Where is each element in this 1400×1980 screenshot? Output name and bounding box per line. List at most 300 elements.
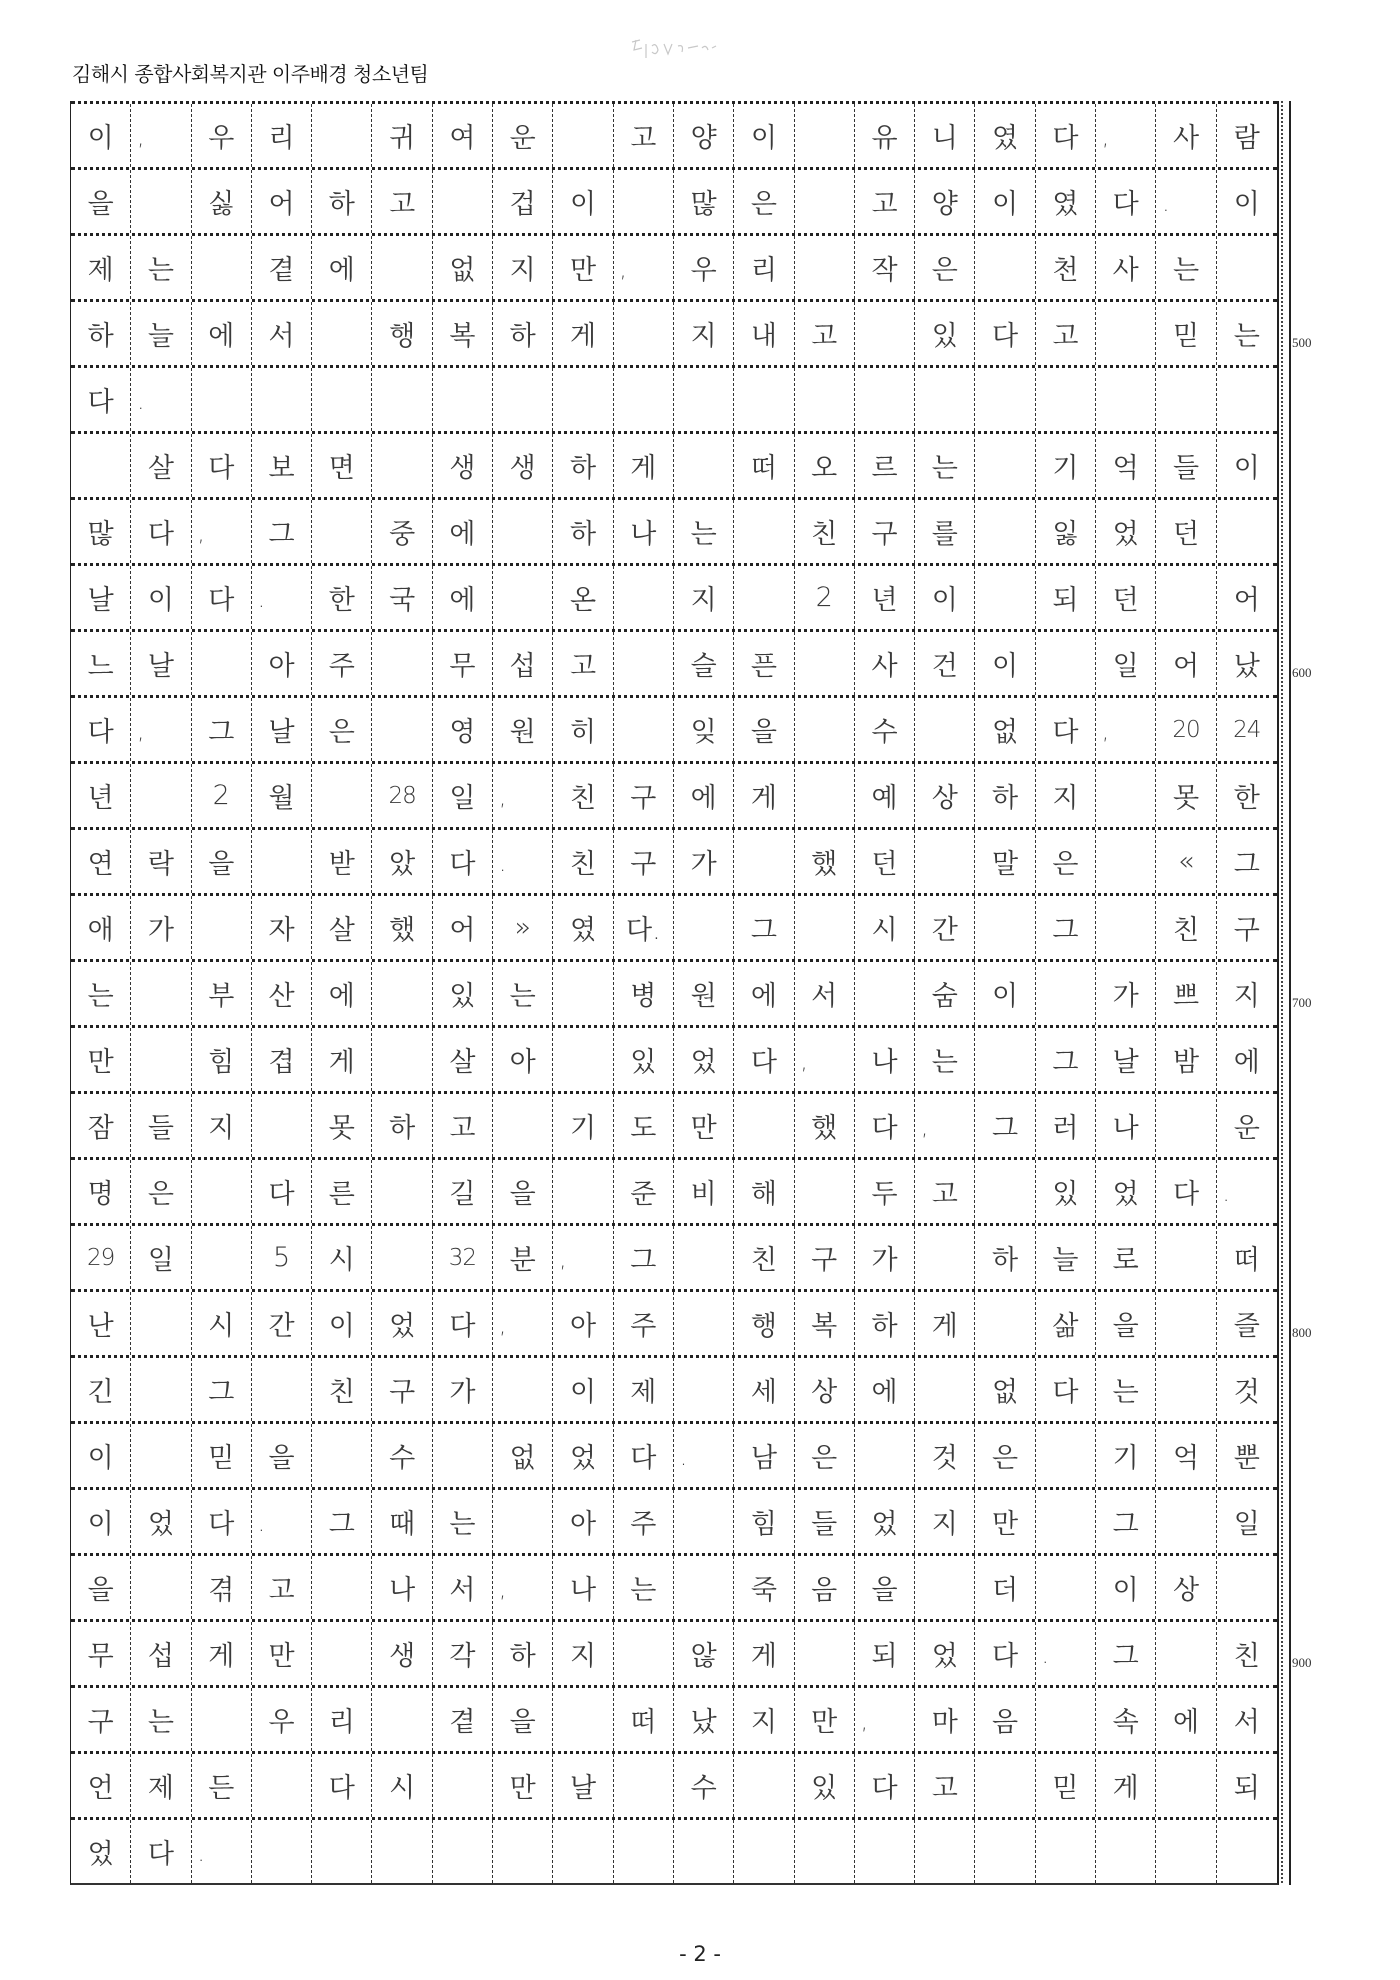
manuscript-cell — [312, 368, 372, 431]
manuscript-cell: 그 — [1096, 1490, 1156, 1553]
manuscript-cell: 게 — [553, 302, 613, 365]
manuscript-cell: 그 — [734, 896, 794, 959]
manuscript-cell — [795, 1820, 855, 1883]
manuscript-cell — [252, 1754, 312, 1817]
manuscript-cell: 해 — [734, 1160, 794, 1223]
document-header: 김해시 종합사회복지관 이주배경 청소년팀 — [72, 62, 429, 86]
manuscript-cell: 겁 — [493, 170, 553, 233]
manuscript-cell: 이 — [1096, 1556, 1156, 1619]
manuscript-cell: 2 — [795, 566, 855, 629]
manuscript-cell: 에 — [855, 1358, 915, 1421]
manuscript-cell — [795, 236, 855, 299]
manuscript-cell: 났 — [1233, 651, 1260, 682]
manuscript-cell: . — [252, 1490, 312, 1553]
manuscript-cell: 그 — [192, 1358, 252, 1421]
manuscript-cell — [614, 632, 674, 695]
manuscript-cell: 생 — [433, 434, 493, 497]
manuscript-cell: 믿 — [1036, 1754, 1096, 1817]
manuscript-cell — [1217, 1820, 1277, 1883]
manuscript-cell — [915, 830, 975, 893]
manuscript-cell — [493, 1358, 553, 1421]
manuscript-cell: 여 — [433, 104, 493, 167]
manuscript-cell: 구 — [71, 1688, 131, 1751]
manuscript-cell: 다 — [734, 1028, 794, 1091]
manuscript-cell: 어 — [1156, 632, 1216, 695]
manuscript-cell — [372, 1688, 432, 1751]
manuscript-cell: 구 — [855, 500, 915, 563]
manuscript-cell: 지 — [192, 1094, 252, 1157]
manuscript-cell: 는 — [131, 1688, 191, 1751]
pencil-scribble — [628, 36, 718, 66]
manuscript-cell: 믿 — [192, 1424, 252, 1487]
manuscript-cell: 이 — [71, 1424, 131, 1487]
manuscript-cell: 하 — [975, 1226, 1035, 1289]
manuscript-cell: 지 — [1233, 981, 1260, 1012]
manuscript-cell — [795, 104, 855, 167]
character-count-marker: 500 — [1292, 335, 1312, 350]
manuscript-cell — [1217, 500, 1277, 563]
manuscript-cell: 를 — [915, 500, 975, 563]
character-count-marker: 700 — [1292, 995, 1312, 1010]
manuscript-cell: 병 — [614, 962, 674, 1025]
manuscript-cell — [795, 896, 855, 959]
manuscript-cell: 다 — [1036, 698, 1096, 761]
manuscript-cell: 그 — [192, 698, 252, 761]
manuscript-cell: 있 — [433, 962, 493, 1025]
manuscript-cell: 은 — [1036, 830, 1096, 893]
manuscript-cell: 는 — [1096, 1358, 1156, 1421]
manuscript-cell: 섭 — [131, 1622, 191, 1685]
manuscript-cell — [975, 1292, 1035, 1355]
manuscript-cell: 속 — [1096, 1688, 1156, 1751]
manuscript-cell: 지 — [674, 302, 734, 365]
character-count-marker: 800 — [1292, 1325, 1312, 1340]
manuscript-cell: 긴 — [71, 1358, 131, 1421]
manuscript-cell: 그 — [1036, 896, 1096, 959]
manuscript-cell: 뿐 — [1233, 1443, 1260, 1474]
manuscript-cell: 다 — [614, 1424, 674, 1487]
manuscript-cell: 그 — [614, 1226, 674, 1289]
manuscript-cell: 국 — [372, 566, 432, 629]
manuscript-row — [71, 497, 1277, 563]
manuscript-cell: 였 — [1036, 170, 1096, 233]
manuscript-row — [71, 1157, 1277, 1223]
manuscript-cell: 는 — [493, 962, 553, 1025]
manuscript-cell — [372, 368, 432, 431]
manuscript-cell — [614, 1754, 674, 1817]
manuscript-cell — [372, 1160, 432, 1223]
manuscript-cell: 구 — [614, 764, 674, 827]
manuscript-cell — [312, 302, 372, 365]
manuscript-cell: 친 — [312, 1358, 372, 1421]
manuscript-cell — [1217, 368, 1277, 431]
manuscript-cell: 못 — [1156, 764, 1216, 827]
manuscript-cell — [915, 1820, 975, 1883]
manuscript-cell: 가 — [131, 896, 191, 959]
manuscript-cell — [614, 368, 674, 431]
manuscript-cell: 상 — [1156, 1556, 1216, 1619]
manuscript-cell: 주 — [312, 632, 372, 695]
manuscript-cell: 받 — [312, 830, 372, 893]
manuscript-cell: 보 — [252, 434, 312, 497]
manuscript-row — [71, 299, 1277, 365]
manuscript-cell: 다 — [975, 1622, 1035, 1685]
manuscript-cell: 는 — [433, 1490, 493, 1553]
manuscript-cell: . — [493, 830, 553, 893]
manuscript-cell — [674, 368, 734, 431]
manuscript-cell: 들 — [1156, 434, 1216, 497]
manuscript-cell: 에 — [433, 566, 493, 629]
manuscript-cell: 제 — [131, 1754, 191, 1817]
manuscript-cell — [1217, 1556, 1277, 1619]
manuscript-row — [71, 1025, 1277, 1091]
manuscript-cell: 는 — [71, 962, 131, 1025]
manuscript-cell: 든 — [192, 1754, 252, 1817]
manuscript-cell: 겪 — [192, 1556, 252, 1619]
manuscript-cell — [372, 632, 432, 695]
manuscript-cell: 때 — [372, 1490, 432, 1553]
manuscript-cell: 다. — [614, 896, 674, 959]
manuscript-cell: 친 — [795, 500, 855, 563]
manuscript-cell: 다 — [192, 566, 252, 629]
manuscript-cell: 죽 — [734, 1556, 794, 1619]
manuscript-cell: 른 — [312, 1160, 372, 1223]
manuscript-cell: 은 — [734, 170, 794, 233]
manuscript-cell: 남 — [734, 1424, 794, 1487]
manuscript-cell: 나 — [372, 1556, 432, 1619]
manuscript-cell: 곁 — [252, 236, 312, 299]
manuscript-cell: 다 — [1096, 170, 1156, 233]
manuscript-cell: 지 — [734, 1688, 794, 1751]
manuscript-cell: 는 — [915, 434, 975, 497]
manuscript-cell: 무 — [71, 1622, 131, 1685]
manuscript-cell: 길 — [433, 1160, 493, 1223]
manuscript-cell — [674, 1292, 734, 1355]
manuscript-cell: 다 — [192, 434, 252, 497]
manuscript-cell: 이 — [312, 1292, 372, 1355]
manuscript-cell: 은 — [312, 698, 372, 761]
manuscript-cell — [1156, 1820, 1216, 1883]
manuscript-cell — [734, 830, 794, 893]
manuscript-cell — [734, 566, 794, 629]
manuscript-cell: 하 — [71, 302, 131, 365]
manuscript-cell: 구 — [614, 830, 674, 893]
manuscript-cell: 준 — [614, 1160, 674, 1223]
manuscript-cell: 없 — [433, 236, 493, 299]
manuscript-cell: 늘 — [131, 302, 191, 365]
manuscript-cell: 작 — [855, 236, 915, 299]
manuscript-cell — [1036, 1556, 1096, 1619]
manuscript-row — [71, 629, 1277, 695]
manuscript-cell: 5 — [252, 1226, 312, 1289]
manuscript-cell: 르 — [855, 434, 915, 497]
manuscript-cell — [493, 1094, 553, 1157]
manuscript-cell: 가 — [433, 1358, 493, 1421]
manuscript-cell: 면 — [312, 434, 372, 497]
manuscript-cell: 은 — [975, 1424, 1035, 1487]
manuscript-cell — [1036, 1490, 1096, 1553]
manuscript-cell: 명 — [71, 1160, 131, 1223]
manuscript-cell — [674, 1556, 734, 1619]
manuscript-cell — [192, 236, 252, 299]
manuscript-cell: 고 — [372, 170, 432, 233]
manuscript-cell: . — [1036, 1622, 1096, 1685]
manuscript-cell: 32 — [433, 1226, 493, 1289]
manuscript-cell: 하 — [493, 302, 553, 365]
manuscript-cell — [975, 434, 1035, 497]
manuscript-cell: 친 — [734, 1226, 794, 1289]
manuscript-cell: 각 — [433, 1622, 493, 1685]
manuscript-cell: 고 — [614, 104, 674, 167]
manuscript-cell — [915, 1556, 975, 1619]
manuscript-cell: 람 — [1233, 123, 1260, 154]
manuscript-cell: 복 — [795, 1292, 855, 1355]
manuscript-cell: 일 — [1233, 1509, 1260, 1540]
manuscript-cell — [674, 896, 734, 959]
manuscript-cell — [1096, 764, 1156, 827]
manuscript-cell — [192, 1688, 252, 1751]
manuscript-cell — [855, 962, 915, 1025]
manuscript-cell: 지 — [493, 236, 553, 299]
manuscript-cell: 히 — [553, 698, 613, 761]
manuscript-cell: 지 — [915, 1490, 975, 1553]
character-count-marker: 600 — [1292, 665, 1312, 680]
manuscript-cell — [553, 1028, 613, 1091]
manuscript-cell — [734, 500, 794, 563]
manuscript-cell — [734, 1820, 794, 1883]
manuscript-cell: 다 — [312, 1754, 372, 1817]
manuscript-row — [71, 233, 1277, 299]
manuscript-cell — [131, 1292, 191, 1355]
manuscript-row — [71, 1751, 1277, 1817]
manuscript-cell: 자 — [252, 896, 312, 959]
manuscript-cell: 하 — [372, 1094, 432, 1157]
manuscript-cell: 구 — [1233, 915, 1260, 946]
manuscript-cell: 즐 — [1233, 1311, 1260, 1342]
manuscript-cell: 힘 — [192, 1028, 252, 1091]
manuscript-cell — [493, 566, 553, 629]
manuscript-cell: 서 — [795, 962, 855, 1025]
manuscript-cell: , — [614, 236, 674, 299]
manuscript-cell: 하 — [493, 1622, 553, 1685]
manuscript-cell: 었 — [372, 1292, 432, 1355]
manuscript-cell: 상 — [795, 1358, 855, 1421]
manuscript-cell: 음 — [975, 1688, 1035, 1751]
manuscript-cell: 떠 — [1233, 1245, 1260, 1276]
manuscript-cell: 리 — [252, 104, 312, 167]
manuscript-cell: , — [493, 1292, 553, 1355]
manuscript-cell — [795, 764, 855, 827]
manuscript-cell: 양 — [674, 104, 734, 167]
manuscript-cell — [975, 1028, 1035, 1091]
manuscript-cell — [734, 1754, 794, 1817]
manuscript-cell: 살 — [312, 896, 372, 959]
manuscript-cell: 었 — [553, 1424, 613, 1487]
manuscript-cell: 이 — [553, 170, 613, 233]
manuscript-cell: 잠 — [71, 1094, 131, 1157]
manuscript-cell — [553, 1688, 613, 1751]
manuscript-cell: 주 — [614, 1292, 674, 1355]
manuscript-cell — [372, 236, 432, 299]
manuscript-cell: 간 — [252, 1292, 312, 1355]
manuscript-cell: 은 — [131, 1160, 191, 1223]
manuscript-cell: 다 — [855, 1094, 915, 1157]
manuscript-cell — [1156, 1754, 1216, 1817]
manuscript-cell: 서 — [433, 1556, 493, 1619]
manuscript-cell: 원 — [674, 962, 734, 1025]
manuscript-cell — [131, 764, 191, 827]
manuscript-cell — [795, 1622, 855, 1685]
manuscript-cell: . — [1222, 1182, 1230, 1207]
manuscript-cell — [614, 566, 674, 629]
manuscript-cell: 했 — [795, 830, 855, 893]
manuscript-cell: 고 — [433, 1094, 493, 1157]
manuscript-cell: 말 — [975, 830, 1035, 893]
manuscript-cell — [553, 368, 613, 431]
manuscript-cell — [975, 1160, 1035, 1223]
manuscript-cell: 다 — [1036, 1358, 1096, 1421]
manuscript-cell: 없 — [975, 1358, 1035, 1421]
manuscript-cell: 상 — [915, 764, 975, 827]
manuscript-cell: 다 — [71, 368, 131, 431]
manuscript-cell: , — [493, 1556, 553, 1619]
manuscript-cell: 에 — [1233, 1047, 1260, 1078]
manuscript-cell: 그 — [1036, 1028, 1096, 1091]
manuscript-cell: 이 — [975, 632, 1035, 695]
manuscript-cell: 두 — [855, 1160, 915, 1223]
manuscript-cell: 지 — [1036, 764, 1096, 827]
manuscript-row — [71, 431, 1277, 497]
manuscript-cell: 2 — [192, 764, 252, 827]
manuscript-cell: 어 — [433, 896, 493, 959]
manuscript-cell — [1036, 962, 1096, 1025]
manuscript-cell — [614, 170, 674, 233]
manuscript-cell — [614, 1622, 674, 1685]
manuscript-cell: 연 — [71, 830, 131, 893]
manuscript-cell: . — [192, 1820, 252, 1883]
manuscript-cell: 가 — [674, 830, 734, 893]
manuscript-cell: 언 — [71, 1754, 131, 1817]
manuscript-cell — [614, 302, 674, 365]
manuscript-cell: 억 — [1156, 1424, 1216, 1487]
manuscript-cell: 원 — [493, 698, 553, 761]
manuscript-cell: 떠 — [614, 1688, 674, 1751]
manuscript-cell — [192, 368, 252, 431]
manuscript-cell — [131, 170, 191, 233]
manuscript-cell: 영 — [433, 698, 493, 761]
manuscript-cell — [915, 1226, 975, 1289]
manuscript-cell: 날 — [1096, 1028, 1156, 1091]
manuscript-cell: 한 — [312, 566, 372, 629]
manuscript-cell: 곁 — [433, 1688, 493, 1751]
manuscript-cell: 많 — [674, 170, 734, 233]
manuscript-cell: 아 — [553, 1292, 613, 1355]
manuscript-cell: 되 — [1036, 566, 1096, 629]
manuscript-row — [71, 1619, 1277, 1685]
manuscript-cell — [433, 1754, 493, 1817]
manuscript-cell — [493, 500, 553, 563]
manuscript-cell — [1096, 302, 1156, 365]
manuscript-cell: 것 — [1233, 1377, 1260, 1408]
manuscript-cell: 있 — [795, 1754, 855, 1817]
manuscript-cell — [1156, 368, 1216, 431]
manuscript-cell: 시 — [312, 1226, 372, 1289]
manuscript-cell — [795, 368, 855, 431]
manuscript-row — [71, 1223, 1277, 1289]
manuscript-cell: 이 — [553, 1358, 613, 1421]
manuscript-cell: 우 — [192, 104, 252, 167]
manuscript-cell: 다 — [855, 1754, 915, 1817]
manuscript-cell: 기 — [1036, 434, 1096, 497]
manuscript-cell: 사 — [1156, 104, 1216, 167]
manuscript-cell — [614, 1820, 674, 1883]
manuscript-cell: 나 — [855, 1028, 915, 1091]
manuscript-cell: 다 — [433, 830, 493, 893]
manuscript-cell: 락 — [131, 830, 191, 893]
manuscript-cell: 을 — [192, 830, 252, 893]
manuscript-row — [71, 167, 1277, 233]
manuscript-cell: 하 — [553, 434, 613, 497]
manuscript-cell: 사 — [855, 632, 915, 695]
manuscript-cell — [312, 1820, 372, 1883]
manuscript-cell: 게 — [614, 434, 674, 497]
manuscript-cell — [1217, 236, 1277, 299]
manuscript-cell: 시 — [855, 896, 915, 959]
manuscript-cell — [372, 434, 432, 497]
manuscript-cell: 친 — [553, 764, 613, 827]
manuscript-cell: 애 — [71, 896, 131, 959]
manuscript-cell: 우 — [252, 1688, 312, 1751]
manuscript-cell: . — [131, 368, 191, 431]
manuscript-cell: 다 — [71, 698, 131, 761]
manuscript-cell — [1156, 1292, 1216, 1355]
manuscript-row — [71, 1553, 1277, 1619]
manuscript-cell: 고 — [855, 170, 915, 233]
manuscript-cell: 살 — [433, 1028, 493, 1091]
manuscript-cell: 없 — [975, 698, 1035, 761]
manuscript-cell: 났 — [674, 1688, 734, 1751]
manuscript-cell — [795, 1160, 855, 1223]
manuscript-cell: 양 — [915, 170, 975, 233]
manuscript-cell — [1036, 1424, 1096, 1487]
manuscript-cell: 잊 — [674, 698, 734, 761]
manuscript-cell — [433, 368, 493, 431]
manuscript-cell: 삶 — [1036, 1292, 1096, 1355]
manuscript-cell — [915, 698, 975, 761]
manuscript-cell — [975, 236, 1035, 299]
manuscript-cell: 일 — [433, 764, 493, 827]
manuscript-cell: 시 — [372, 1754, 432, 1817]
manuscript-cell — [674, 1490, 734, 1553]
manuscript-cell: 간 — [915, 896, 975, 959]
manuscript-cell: 더 — [975, 1556, 1035, 1619]
manuscript-cell — [1096, 1820, 1156, 1883]
manuscript-cell — [1156, 1622, 1216, 1685]
manuscript-cell: 에 — [734, 962, 794, 1025]
manuscript-cell: 다 — [1156, 1160, 1216, 1223]
manuscript-cell: 을 — [493, 1160, 553, 1223]
manuscript-cell: 하 — [975, 764, 1035, 827]
manuscript-cell: 는 — [614, 1556, 674, 1619]
manuscript-cell: 느 — [71, 632, 131, 695]
manuscript-cell: 늘 — [1036, 1226, 1096, 1289]
manuscript-cell: 구 — [372, 1358, 432, 1421]
manuscript-cell: 니 — [915, 104, 975, 167]
manuscript-cell — [493, 1490, 553, 1553]
manuscript-cell — [674, 434, 734, 497]
manuscript-cell: 했 — [372, 896, 432, 959]
manuscript-cell — [795, 698, 855, 761]
